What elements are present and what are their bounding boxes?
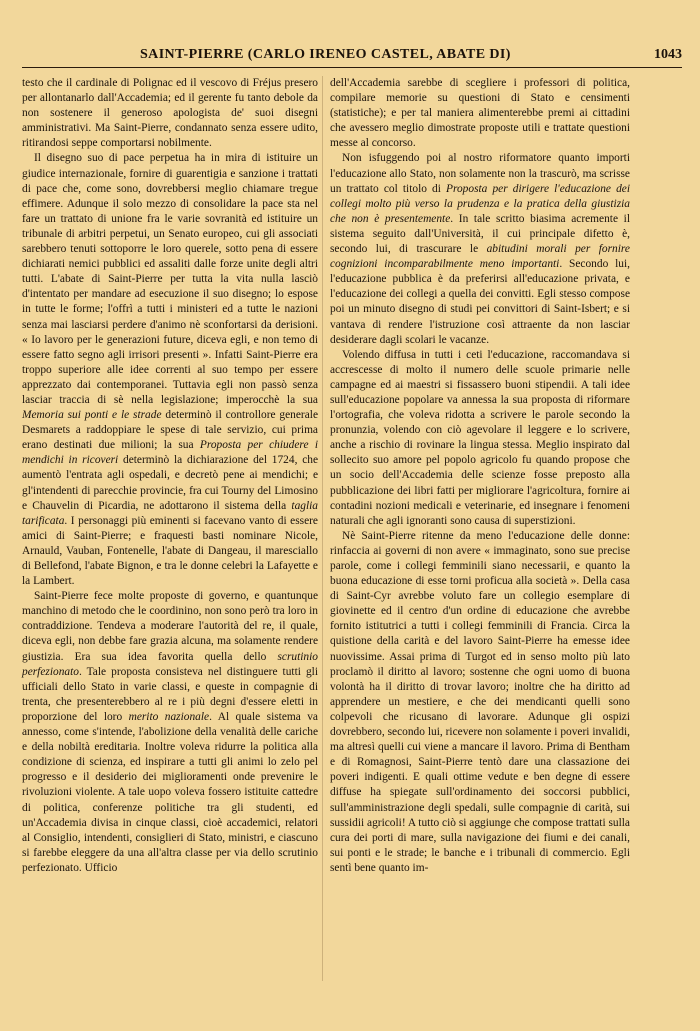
- italic-title: abitudini morali per fornire cognizioni incomparabilmente meno importanti: [330, 243, 630, 271]
- text-run: . Secondo lui, l'educazione pubblica è da preferirsi all'educazione privata, e l'educazione dei collegi a quella dei convitti. Egli stesso compose poi un minuto disegno di studi pei convittori di Saint-Isbert; e si vantava di rendere l'istruzione così attraente da non lasciar desiderare dagli scolari le vacanze.: [330, 258, 630, 346]
- paragraph: [22, 151, 318, 589]
- text-run: determinò il controllore generale Desmarets a raddoppiare le spese di tale servizio, cui prima erano destinati due milioni; la sua: [22, 409, 318, 452]
- paragraph: [330, 76, 630, 151]
- paragraph: [22, 589, 318, 876]
- text-run: determinò la dichiarazione del 1724, che aumentò l'entrata agli ospedali, e decretò pene ai mendichi; e gl'intendenti di parecchie provincie, fra cui Tourny del Limosino e Chauvelin di Picardia, ne adottarono il sistema della: [22, 454, 318, 512]
- text-run: dell'Accademia sarebbe di scegliere i professori di politica, compilare memorie su questioni di Stato e censimenti (statistiche); e per tal maniera alimenterebbe premi ai cittadini che avessero meglio dimostrate proposte utili e trattate questioni messe al concorso.: [330, 77, 630, 150]
- italic-title: Memoria sui ponti e le strade: [22, 409, 162, 422]
- italic-title: Proposta per dirigere l'educazione dei collegi molto più verso la prudenza e la pratica della giustizia che non è presentemente: [330, 182, 631, 225]
- paragraph: [330, 151, 630, 347]
- text-run: Il disegno suo di pace perpetua ha in mira di istituire un giudice internazionale, fornire di guarentigia e sanzione i trattati di pace che, come sono, dovrebbersi meglio chiamare tregue effimere. Adunque il solo mezzo di consolidare la pace sta nel fare un trattato di unione fra le varie sovranità ed istituire un tribunale di arbitri perpetui, un Senato europeo, cui gli associati sarebbero tenuti sottoporre le loro querele, sotto pena di essere dichiarati nemici pubblici ed assaliti dalle forze unite degli altri tutti. L'abate di Saint-Pierre per tutta la vita nulla lasciò d'intentato per mandare ad esecuzione il suo disegno; lo espose in tutte le forme; l'offrì a tutti i ministeri ed a tutte le nazioni senza mai lasciarsi perdere d'animo nè sconfortarsi da derisioni. « Io lavoro per le generazioni future, diceva egli, e non temo di essere fatto segno agli irrisori presenti ». Infatti Saint-Pierre era troppo superiore alle idee correnti al suo tempo per essere apprezzato dai contemporanei. Tuttavia egli non passò senza lasciar traccia di sè nella legislazione; imperocchè la sua: [22, 152, 318, 406]
- paragraph: [330, 348, 630, 529]
- paragraph: [22, 76, 318, 151]
- italic-title: Proposta per chiudere i mendichi in ricoveri: [22, 439, 318, 467]
- column-divider: [322, 76, 323, 981]
- text-run: Non isfuggendo poi al nostro riformatore quanto importi l'educazione allo Stato, non solamente non la trascurò, ma scrisse un trattato col titolo di: [330, 152, 630, 195]
- text-run: . Tale proposta consisteva nel distinguere tutti gli ufficiali dello Stato in varie classi, e queste in compagnie di trenta, che presenterebbero al re i più degni d'essere eletti in proporzione del loro: [22, 665, 318, 723]
- text-run: Saint-Pierre fece molte proposte di governo, e quantunque manchino di metodo che le coordinino, non sono però tra loro in contraddizione. Tendeva a moderare l'autorità del re, il quale, diceva egli, non debbe fare grazia alcuna, ma solamente rendere giustizia. Era sua idea favorita quella dello: [22, 590, 318, 663]
- text-run: Volendo diffusa in tutti i ceti l'educazione, raccomandava si accrescesse di molto il numero delle scuole primarie nelle campagne ed ai maestri si fissassero buoni stipendii. A tali idee sull'educazione popolare va annessa la sua proposta di riformare l'ortografia, che voleva ridotta a scrivere le parole secondo la pronunzia, volendo con ciò agevolare il leggere e lo scrivere, anche a rischio di rovinare la lingua stessa. Meglio inspirato dal sollecito suo amore pel popolo agricolo fu quando propose che un socio dell'Accademia delle scienze fosse preposto alla pubblicazione dei libri fatti per migliorare l'agricoltura, fornire ai contadini nozioni medicali e veterinarie, ed insegnare i fenomeni naturali che agli ignoranti sono causa di superstizioni.: [330, 348, 630, 527]
- page-number: 1043: [654, 47, 682, 62]
- left-column: [22, 76, 318, 876]
- italic-title: merito nazionale: [128, 710, 210, 723]
- text-run: . I personaggi più eminenti si facevano vanto di essere amici di Saint-Pierre; e fraquesti basti nominare Nicole, Arnauld, Vauban, Fontenelle, l'abate di Dangeau, il maresciallo di Bellefond, l'abate Bignon, e tra le donne celebri la Lafayette e la Lambert.: [22, 514, 318, 588]
- right-column: [330, 76, 630, 876]
- text-run: testo che il cardinale di Polignac ed il vescovo di Fréjus presero per allontanarlo dall'Accademia; ed il gerente fu tanto debole da non sostenere il generoso apologista de' suoi disegni amministrativi. Ma Saint-Pierre, condannato senza essere udito, ritirandosi seppe comportarsi nobilmente.: [22, 77, 318, 150]
- italic-title: scrutinio perfezionato: [22, 650, 318, 678]
- page-header: [22, 47, 682, 69]
- running-title: SAINT-PIERRE (CARLO IRENEO CASTEL, ABATE DI): [140, 47, 511, 62]
- paragraph: [330, 529, 630, 876]
- header-rule: [22, 67, 682, 68]
- text-run: . Al quale sistema va annesso, come s'intende, l'abolizione della venalità delle cariche e della nobiltà ereditaria. Inoltre voleva ridurre la politica alla condizione di scienza, ed inspirare a tutti gli animi lo zelo pel progresso e il desiderio dei miglioramenti onde prevenire le rivoluzioni violente. A tale uopo voleva fossero istituite cattedre di politica, conferenze politiche tra gli studenti, ed un'Accademia divisa in cinque classi, cioè accademici, relatori al Consiglio, intendenti, consiglieri di Stato, ministri, e ciascuno si farebbe eleggere da una all'altra classe per via dello scrutinio perfezionato. Ufficio: [22, 710, 318, 874]
- text-run: . In tale scritto biasima acremente il sistema seguito dall'Università, il cui principale difetto è, secondo lui, di trascurare le: [330, 212, 630, 256]
- text-run: Nè Saint-Pierre ritenne da meno l'educazione delle donne: rinfaccia ai governi di non avere « immaginato, sono sue precise parole, come i collegi femminili siano necessarii, e quanto la buona educazione di esse torni proficua alla società ». Della casa di Saint-Cyr avrebbe voluto fare un collegio esemplare di giovinette ed il centro d'un ordine di educazione che avrebbe fornito istitutrici a tutti i collegi femminili di Francia. Circa la quistione della carità e del lavoro Saint-Pierre ha emesse idee nuovissime. Assai prima di Turgot ed in senso molto più lato proclamò il diritto al lavoro; sostenne che ogni uomo di buona volontà ha il diritto di trovar lavoro; inoltre che ha diritto ad apprendere un mestiere, e che dei mendicanti quelli sono colpevoli che ricusano di lavorare. Adunque gli ospizi dovrebbero, secondo lui, ricevere non solamente i poveri invalidi, ma altresì quelli cui viene a mancare il lavoro. Prima di Bentham e di Romagnosi, Saint-Pierre tentò dare una classazione dei poveri indigenti. E quali ottime vedute e ben degne di essere diffuse ha spiegate sull'ordinamento dei soccorsi pubblici, sull'amministrazione degli spedali, sulle compagnie di carità, sui sussidii agricoli! A tutto ciò si aggiunge che compose trattati sulla cura dei porti di mare, sulla navigazione dei fiumi e dei canali, sui ponti e le strade; le banche e i tribunali di commercio. Egli sentì bene quanto im-: [330, 529, 630, 874]
- italic-title: taglia tarificata: [22, 499, 318, 527]
